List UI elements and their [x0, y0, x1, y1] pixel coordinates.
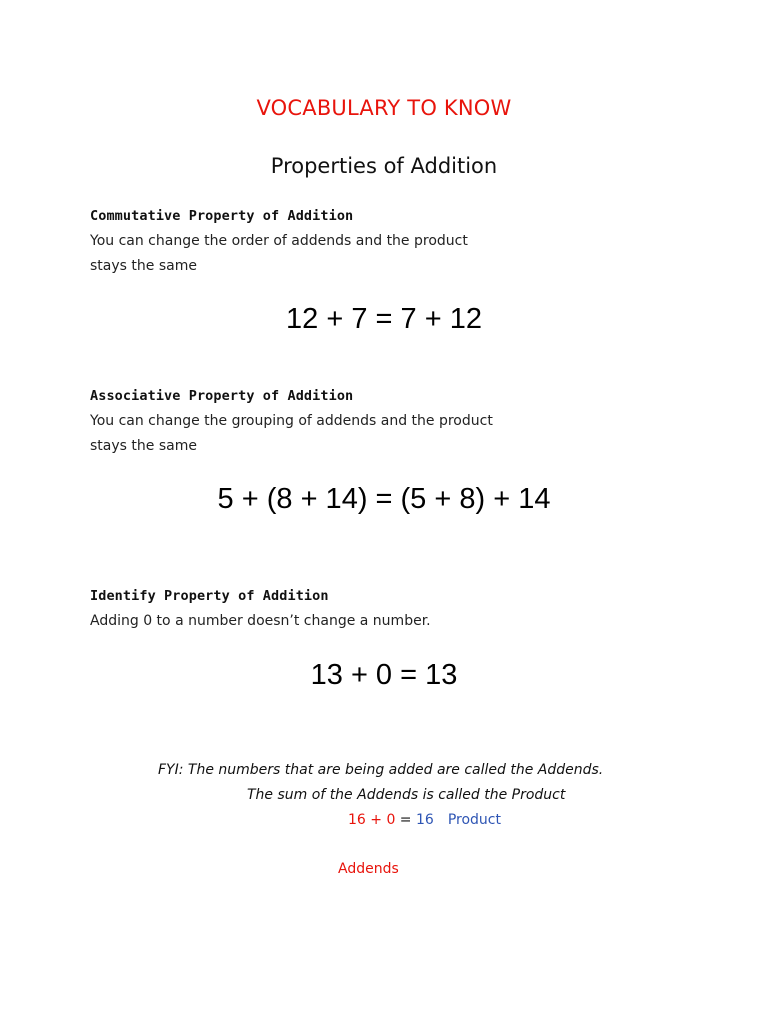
- fyi-line2: The sum of the Addends is called the Product: [247, 787, 566, 803]
- fyi-example-product-label: Product: [447, 812, 501, 828]
- identity-description-line1: Adding 0 to a number doesn’t change a number.: [90, 613, 431, 629]
- fyi-example-sum: 16: [416, 812, 434, 828]
- commutative-term: Commutative Property of Addition: [90, 208, 354, 224]
- associative-description-line1: You can change the grouping of addends and the product: [90, 413, 493, 429]
- associative-term: Associative Property of Addition: [90, 388, 354, 404]
- fyi-example-equals: =: [395, 812, 416, 828]
- associative-description-line2: stays the same: [90, 438, 197, 454]
- commutative-example: 12 + 7 = 7 + 12: [286, 303, 482, 335]
- commutative-description-line2: stays the same: [90, 258, 197, 274]
- page-subtitle: Properties of Addition: [270, 154, 498, 178]
- fyi-addends-label: Addends: [338, 861, 399, 877]
- fyi-example-addends: 16 + 0: [348, 812, 396, 828]
- identity-term: Identify Property of Addition: [90, 588, 329, 604]
- fyi-line1: FYI: The numbers that are being added are called the Addends.: [158, 762, 604, 778]
- fyi-example: [348, 812, 501, 828]
- page-title: VOCABULARY TO KNOW: [256, 96, 512, 120]
- associative-example: 5 + (8 + 14) = (5 + 8) + 14: [217, 483, 551, 515]
- identity-example: 13 + 0 = 13: [310, 659, 458, 691]
- commutative-description-line1: You can change the order of addends and the product: [90, 233, 468, 249]
